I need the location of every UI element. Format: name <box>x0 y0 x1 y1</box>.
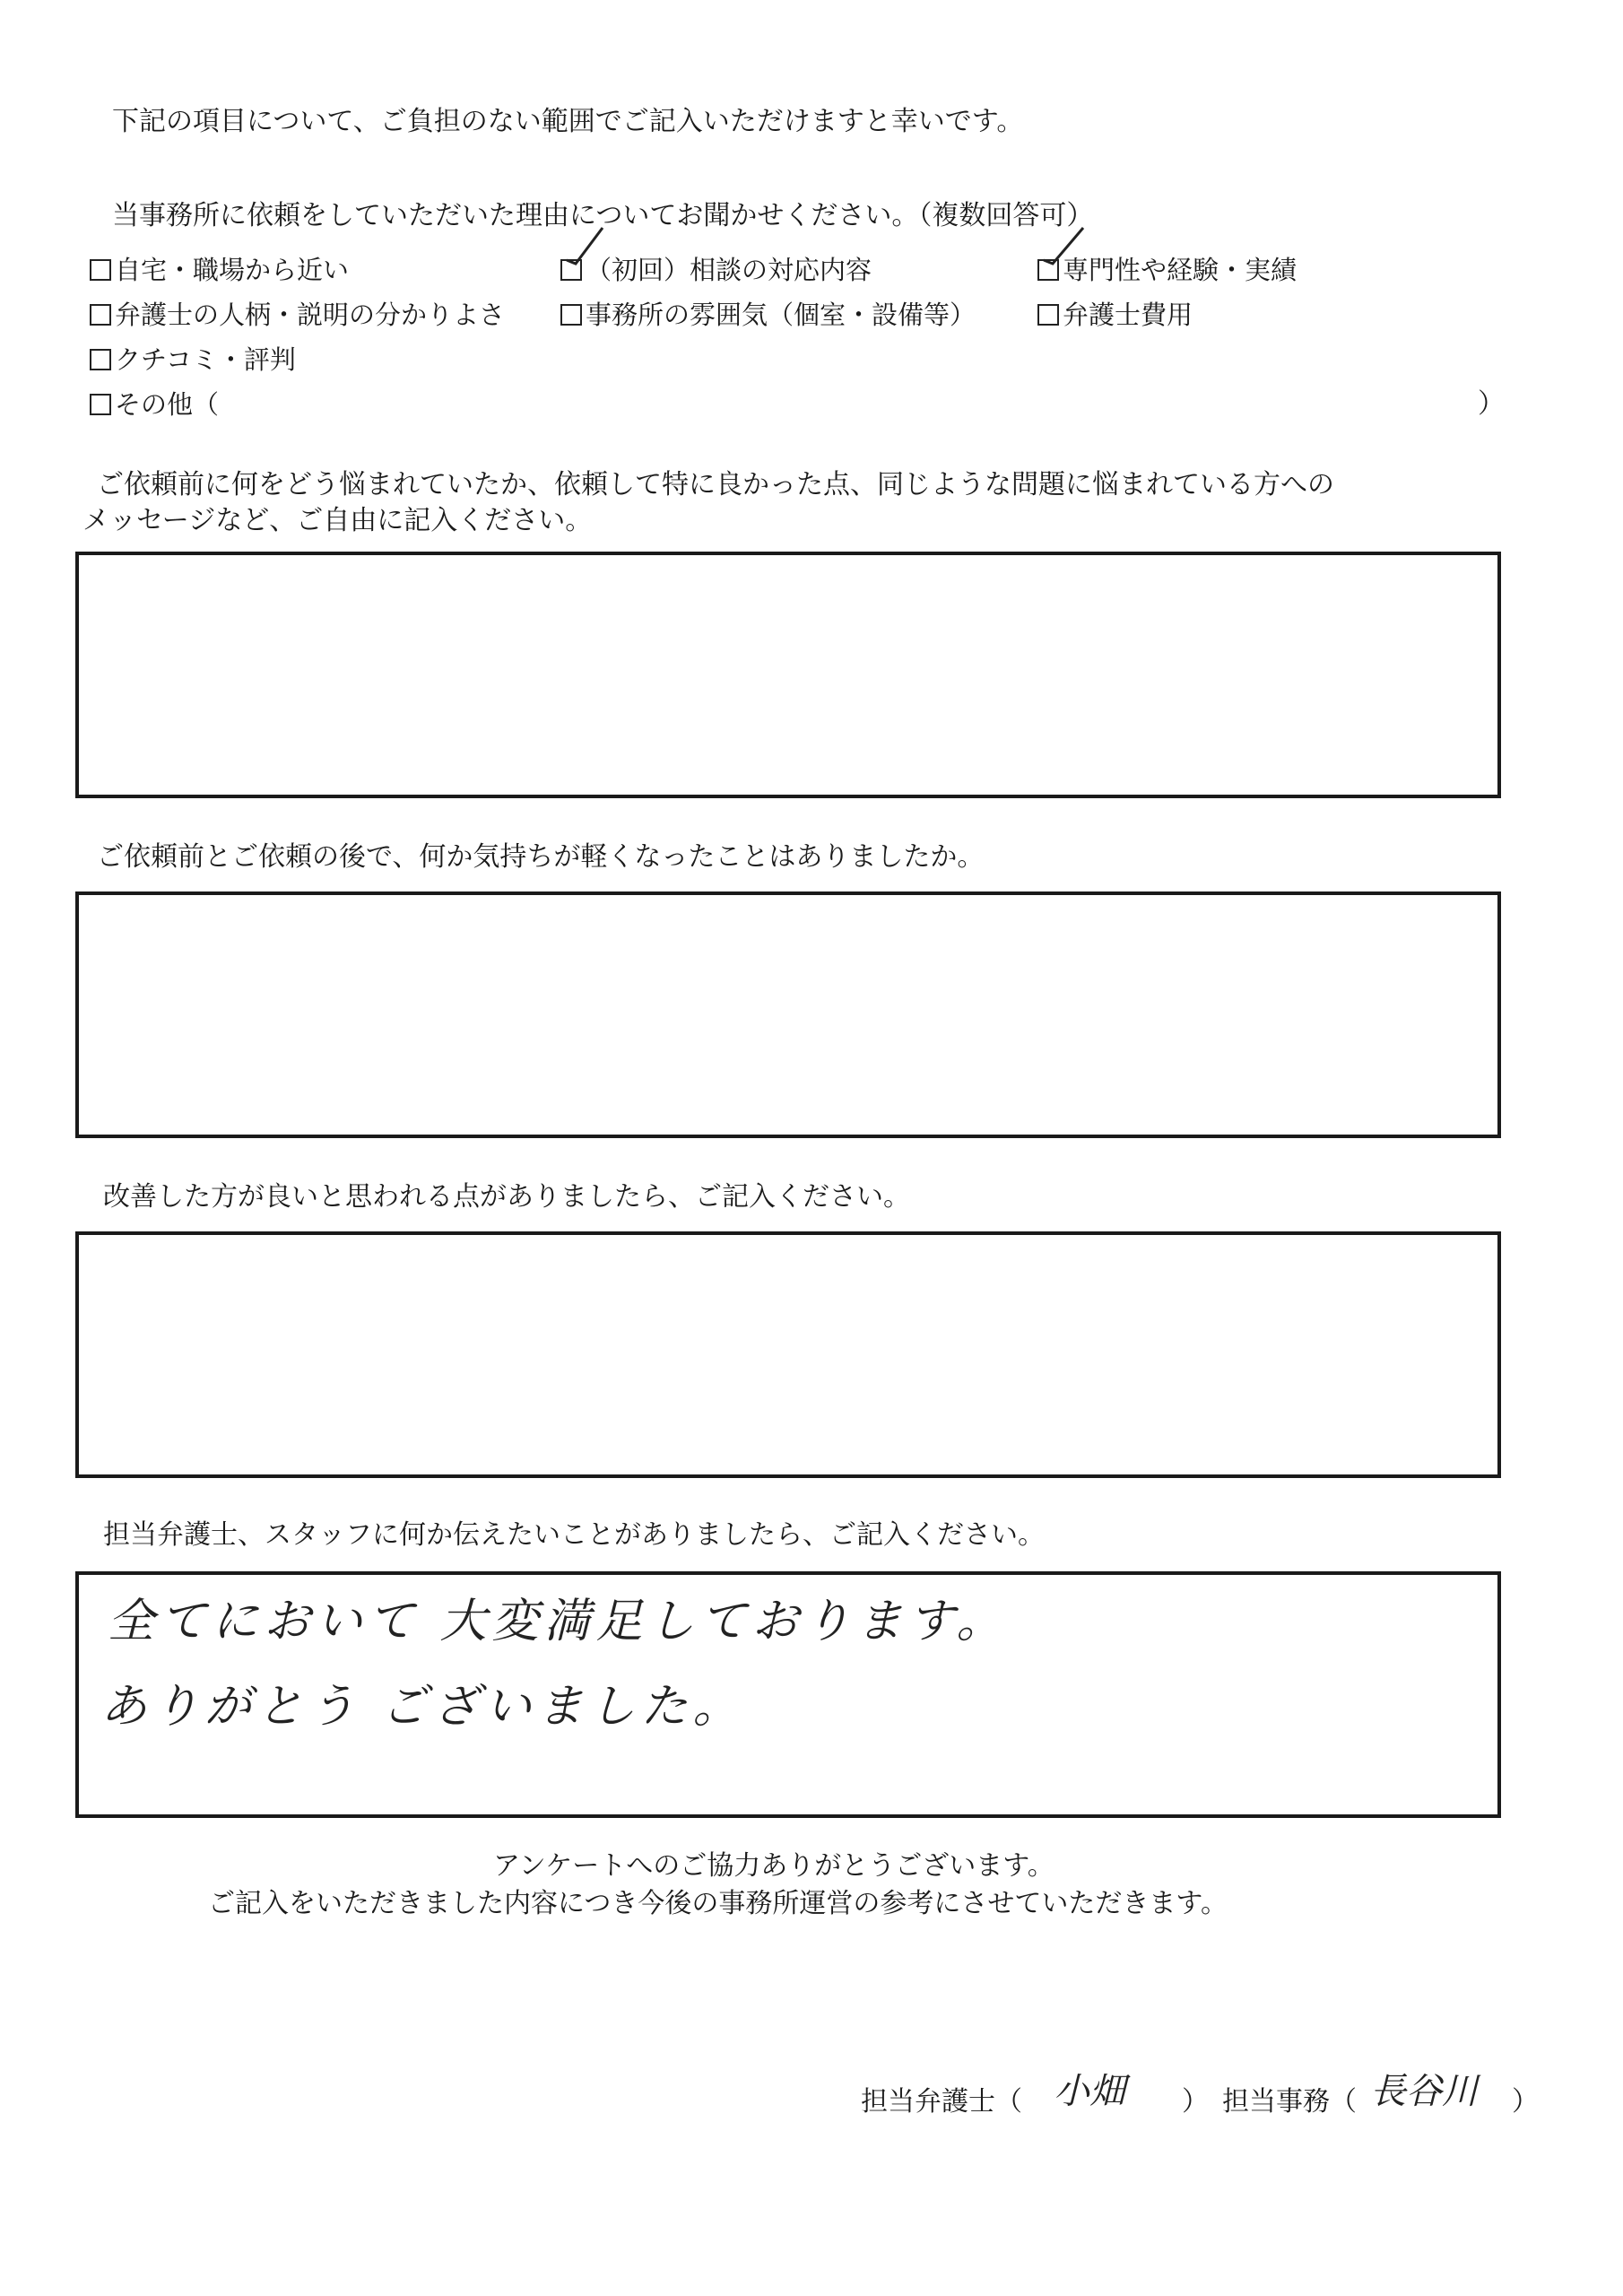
checkbox[interactable] <box>560 304 582 326</box>
checkbox[interactable] <box>1037 304 1059 326</box>
lawyer-close-paren: ） <box>1182 2086 1209 2118</box>
checkbox[interactable] <box>90 259 111 281</box>
staff-name: 長谷川 <box>1370 2071 1478 2112</box>
option-label: 弁護士の人柄・説明の分かりよさ <box>115 300 506 330</box>
intro-text: 下記の項目について、ご負担のない範囲でご記入いただけますと幸いです。 <box>112 106 1024 137</box>
closing-thanks: アンケートへのご協力ありがとうございます。 <box>493 1850 1055 1882</box>
question-message-to-staff: 担当弁護士、スタッフに何か伝えたいことがありましたら、ご記入ください。 <box>103 1519 1045 1551</box>
checkbox[interactable] <box>90 349 111 370</box>
check-mark-icon <box>563 224 617 269</box>
handwritten-answer-line1: 全てにおいて 大変満足しております。 <box>108 1595 1009 1648</box>
option-lawyer-personality[interactable] <box>90 298 505 332</box>
lawyer-label: 担当弁護士（ <box>861 2086 1022 2118</box>
option-close-to-home[interactable] <box>90 253 349 287</box>
option-other-close-paren: ） <box>1478 388 1505 420</box>
question-reasons: 当事務所に依頼をしていただいた理由についてお聞かせください。（複数回答可） <box>112 200 1094 231</box>
option-label: その他（ <box>115 389 220 420</box>
option-label: 自宅・職場から近い <box>115 255 350 285</box>
check-mark-icon <box>1040 224 1094 269</box>
staff-label: 担当事務（ <box>1222 2086 1357 2118</box>
closing-note: ご記入をいただきました内容につき今後の事務所運営の参考にさせていただきます。 <box>208 1888 1228 1919</box>
option-lawyer-fees[interactable] <box>1037 298 1193 332</box>
option-label: 専門性や経験・実績 <box>1063 255 1298 285</box>
option-label: 事務所の雰囲気（個室・設備等） <box>586 300 976 330</box>
option-label: （初回）相談の対応内容 <box>586 255 872 285</box>
option-reviews[interactable] <box>90 343 296 377</box>
handwritten-answer-line2: ありがとう ございました。 <box>100 1680 745 1734</box>
question-feelings: ご依頼前とご依頼の後で、何か気持ちが軽くなったことはありましたか。 <box>97 841 985 873</box>
checkbox[interactable] <box>90 304 111 326</box>
option-label: 弁護士費用 <box>1063 300 1193 330</box>
answer-box-improvements[interactable] <box>75 1231 1501 1478</box>
question-improvements: 改善した方が良いと思われる点がありましたら、ご記入ください。 <box>103 1181 910 1213</box>
staff-close-paren: ） <box>1512 2086 1539 2118</box>
option-office-atmosphere[interactable] <box>560 298 976 332</box>
question-concerns-line2: メッセージなど、ご自由に記入ください。 <box>82 505 593 536</box>
lawyer-name: 小畑 <box>1054 2071 1125 2112</box>
option-other[interactable] <box>90 387 219 422</box>
answer-box-concerns[interactable] <box>75 552 1501 798</box>
option-label: クチコミ・評判 <box>115 344 296 375</box>
question-concerns-line1: ご依頼前に何をどう悩まれていたか、依頼して特に良かった点、同じような問題に悩まれている方への <box>97 469 1334 500</box>
checkbox[interactable] <box>90 394 111 415</box>
answer-box-feelings[interactable] <box>75 891 1501 1138</box>
